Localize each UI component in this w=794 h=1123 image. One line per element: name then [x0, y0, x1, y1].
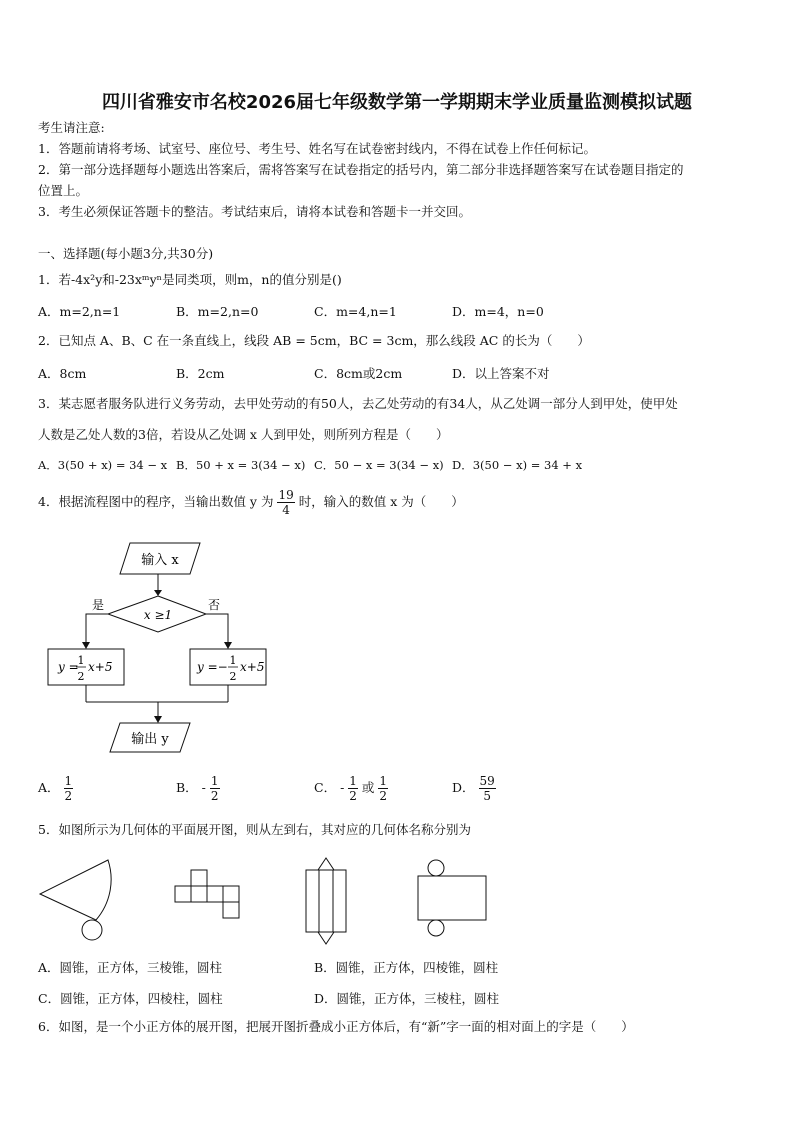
- cylinder-net-figure: [418, 860, 486, 936]
- option-fraction: [348, 774, 358, 803]
- cube-face: [223, 902, 239, 918]
- question-5-stem: 5．如图所示为几何体的平面展开图，则从左到右，其对应的几何体名称分别为: [38, 822, 471, 837]
- fraction-numerator: 1: [349, 774, 357, 788]
- option-label: A．: [38, 780, 60, 795]
- cylinder-top-circle: [428, 860, 444, 876]
- q4-stem-fraction: [277, 488, 294, 517]
- q5-option-a: A．圆锥，正方体，三棱锥，圆柱: [38, 960, 223, 975]
- notice-heading: 考生请注意:: [38, 120, 105, 135]
- q2-option-a: A．8cm: [38, 366, 87, 381]
- prism-bottom-triangle: [318, 932, 334, 944]
- q1-option-a: A．m=2,n=1: [38, 304, 121, 319]
- prism-net-figure: [306, 858, 346, 944]
- q3-option-c: C．50 − x = 3(34 − x): [314, 458, 444, 472]
- notice-item: 3．考生必须保证答题卡的整洁。考试结束后，请将本试卷和答题卡一并交回。: [38, 204, 471, 219]
- option-sign: -: [201, 780, 206, 795]
- q3-option-a: A．3(50 + x) = 34 − x: [38, 458, 168, 472]
- option-label: C．: [314, 780, 337, 795]
- yes-branch-line: [86, 614, 108, 646]
- cube-face: [191, 886, 207, 902]
- cylinder-bottom-circle: [428, 920, 444, 936]
- option-sign: -: [340, 780, 345, 795]
- page-title: 四川省雅安市名校2026届七年级数学第一学期期末学业质量监测模拟试题: [101, 92, 693, 113]
- cone-base-circle: [82, 920, 102, 940]
- left-half-num: 1: [77, 654, 85, 667]
- net-figures: [30, 852, 550, 948]
- output-label: 输出 y: [131, 732, 169, 747]
- section-heading: 一、选择题(每小题3分,共30分): [38, 246, 214, 261]
- q2-option-c: C．8cm或2cm: [314, 366, 403, 381]
- cube-face: [191, 870, 207, 886]
- left-half-den: 2: [77, 670, 85, 683]
- fraction-numerator: 59: [479, 774, 495, 788]
- right-half-den: 2: [229, 670, 237, 683]
- cube-face: [207, 886, 223, 902]
- flow-arrowhead: [224, 642, 232, 649]
- q5-option-b: B．圆锥，正方体，四棱锥，圆柱: [314, 960, 499, 975]
- question-1-stem: 1．若-4x²y和-23xᵐyⁿ是同类项，则m，n的值分别是(): [38, 272, 342, 287]
- q2-option-d: D．以上答案不对: [452, 366, 550, 381]
- question-3-stem-line2: 人数是乙处人数的3倍，若设从乙处调 x 人到甲处，则所列方程是（ ）: [38, 427, 449, 442]
- fraction-numerator: 19: [278, 488, 294, 502]
- option-label: B．: [176, 780, 198, 795]
- cone-net-figure: [40, 860, 111, 940]
- q1-option-d: D．m=4，n=0: [452, 304, 544, 319]
- fraction-denominator: 2: [64, 789, 73, 803]
- notice-item: 位置上。: [38, 183, 89, 198]
- flow-arrowhead: [82, 642, 90, 649]
- q2-option-b: B．2cm: [176, 366, 225, 381]
- q4-stem-b: 时，输入的数值 x 为（ ）: [298, 494, 464, 509]
- q4-option-a: [38, 774, 73, 803]
- fraction-numerator: 1: [379, 774, 388, 788]
- option-connector: 或: [361, 780, 375, 795]
- notice-item: 1．答题前请将考场、试室号、座位号、考生号、姓名写在试卷密封线内，不得在试卷上作任何标记。: [38, 141, 596, 156]
- fraction-denominator: 4: [282, 503, 290, 517]
- question-6-stem: 6．如图，是一个小正方体的展开图，把展开图折叠成小正方体后，有“新”字一面的相对面上的字是（ ）: [38, 1019, 634, 1034]
- q4-option-c: [314, 774, 388, 803]
- q3-option-b: B．50 + x = 3(34 − x): [176, 458, 306, 472]
- fraction-numerator: 1: [210, 774, 219, 788]
- no-branch-line: [206, 614, 228, 646]
- option-fraction: [64, 774, 74, 803]
- left-formula-prefix: y =: [58, 660, 79, 674]
- right-half-num: 1: [229, 654, 237, 667]
- q4-stem-a: 4．根据流程图中的程序，当输出数值 y 为: [38, 494, 274, 509]
- question-3-stem-line1: 3．某志愿者服务队进行义务劳动，去甲处劳动的有50人，去乙处劳动的有34人，从乙处调一部分人到甲处，使甲处: [38, 396, 678, 411]
- input-label: 输入 x: [141, 553, 179, 568]
- q1-option-b: B．m=2,n=0: [176, 304, 259, 319]
- fraction-numerator: 1: [64, 774, 73, 788]
- q5-option-c: C．圆锥，正方体，四棱柱，圆柱: [38, 991, 223, 1006]
- cube-face: [175, 886, 191, 902]
- q5-option-d: D．圆锥，正方体，三棱柱，圆柱: [314, 991, 500, 1006]
- notice-item: 2．第一部分选择题每小题选出答案后，需将答案写在试卷指定的括号内，第二部分非选择题答案写在试卷题目指定的: [38, 162, 684, 177]
- q4-option-b: [176, 774, 220, 803]
- q4-option-d: [452, 774, 496, 803]
- yes-label: 是: [92, 598, 105, 612]
- cone-sector: [40, 860, 111, 920]
- left-formula-suffix: x+5: [88, 660, 113, 674]
- question-4-stem: [38, 484, 464, 520]
- prism-sides: [306, 870, 346, 932]
- question-2-stem: 2．已知点 A、B、C 在一条直线上，线段 AB = 5cm，BC = 3cm，那么线段 AC 的长为（ ）: [38, 333, 590, 348]
- no-label: 否: [208, 598, 221, 612]
- condition-label: x ≥1: [143, 608, 173, 622]
- cube-face: [223, 886, 239, 902]
- option-fraction: [479, 774, 496, 803]
- q1-option-c: C．m=4,n=1: [314, 304, 397, 319]
- flowchart-diagram: [40, 538, 280, 760]
- flow-arrowhead: [154, 590, 162, 596]
- prism-top-triangle: [318, 858, 334, 870]
- right-formula-suffix: x+5: [240, 660, 265, 674]
- q3-option-d: D．3(50 − x) = 34 + x: [452, 458, 583, 472]
- fraction-denominator: 5: [483, 789, 491, 803]
- fraction-denominator: 2: [349, 789, 357, 803]
- fraction-denominator: 2: [210, 789, 219, 803]
- cylinder-side-rect: [418, 876, 486, 920]
- option-fraction: [378, 774, 388, 803]
- flow-arrowhead: [154, 716, 162, 723]
- option-label: D．: [452, 780, 475, 795]
- fraction-denominator: 2: [379, 789, 388, 803]
- right-formula-prefix: y =−: [197, 660, 228, 674]
- cube-net-figure: [175, 870, 239, 918]
- option-fraction: [210, 774, 220, 803]
